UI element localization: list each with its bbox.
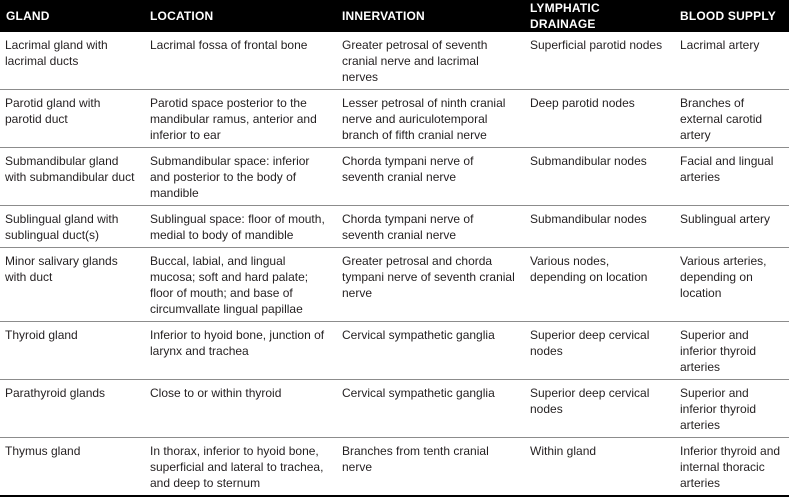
table-row (0, 206, 789, 248)
cell-blood-supply: Facial and lingual arteries (674, 148, 789, 206)
cell-blood-supply: Sublingual artery (674, 206, 789, 248)
table-row (0, 380, 789, 438)
header-blood-supply: BLOOD SUPPLY (680, 9, 776, 23)
table-row (0, 90, 789, 148)
cell-gland: Sublingual gland with sublingual duct(s) (0, 206, 144, 248)
table-body (0, 32, 789, 496)
cell-innervation: Lesser petrosal of ninth cranial nerve and auriculotemporal branch of fifth cranial nerve (336, 90, 524, 148)
cell-innervation: Cervical sympathetic ganglia (336, 322, 524, 380)
table-row (0, 148, 789, 206)
cell-innervation: Cervical sympathetic ganglia (336, 380, 524, 438)
table-row (0, 438, 789, 497)
header-innervation: INNERVATION (342, 9, 425, 23)
cell-lymphatic: Submandibular nodes (524, 148, 674, 206)
cell-location: Parotid space posterior to the mandibular ramus, anterior and inferior to ear (144, 90, 336, 148)
cell-location: In thorax, inferior to hyoid bone, superficial and lateral to trachea, and deep to sternum (144, 438, 336, 497)
cell-blood-supply: Lacrimal artery (674, 32, 789, 90)
header-lymphatic-drainage: LYMPHATIC DRAINAGE (530, 1, 600, 31)
cell-gland: Parathyroid glands (0, 380, 144, 438)
cell-location: Buccal, labial, and lingual mucosa; soft and hard palate; floor of mouth; and base of circumvallate lingual papillae (144, 248, 336, 322)
table-row (0, 32, 789, 90)
cell-gland: Thymus gland (0, 438, 144, 497)
cell-gland: Submandibular gland with submandibular duct (0, 148, 144, 206)
cell-location: Close to or within thyroid (144, 380, 336, 438)
cell-gland: Parotid gland with parotid duct (0, 90, 144, 148)
table-row (0, 322, 789, 380)
cell-gland: Lacrimal gland with lacrimal ducts (0, 32, 144, 90)
cell-innervation: Greater petrosal and chorda tympani nerve of seventh cranial nerve (336, 248, 524, 322)
cell-gland: Minor salivary glands with duct (0, 248, 144, 322)
table-header (0, 0, 789, 32)
cell-blood-supply: Inferior thyroid and internal thoracic arteries (674, 438, 789, 497)
header-location: LOCATION (150, 9, 214, 23)
cell-blood-supply: Superior and inferior thyroid arteries (674, 380, 789, 438)
cell-lymphatic: Deep parotid nodes (524, 90, 674, 148)
cell-location: Inferior to hyoid bone, junction of larynx and trachea (144, 322, 336, 380)
cell-lymphatic: Within gland (524, 438, 674, 497)
header-gland: GLAND (6, 9, 50, 23)
header-row (0, 0, 789, 32)
cell-blood-supply: Superior and inferior thyroid arteries (674, 322, 789, 380)
cell-lymphatic: Submandibular nodes (524, 206, 674, 248)
cell-lymphatic: Superior deep cervical nodes (524, 380, 674, 438)
table-row (0, 248, 789, 322)
cell-lymphatic: Superficial parotid nodes (524, 32, 674, 90)
cell-innervation: Greater petrosal of seventh cranial nerve and lacrimal nerves (336, 32, 524, 90)
cell-location: Sublingual space: floor of mouth, medial to body of mandible (144, 206, 336, 248)
cell-gland: Thyroid gland (0, 322, 144, 380)
cell-innervation: Chorda tympani nerve of seventh cranial nerve (336, 148, 524, 206)
cell-blood-supply: Various arteries, depending on location (674, 248, 789, 322)
cell-blood-supply: Branches of external carotid artery (674, 90, 789, 148)
cell-lymphatic: Various nodes, depending on location (524, 248, 674, 322)
cell-location: Lacrimal fossa of frontal bone (144, 32, 336, 90)
cell-lymphatic: Superior deep cervical nodes (524, 322, 674, 380)
cell-location: Submandibular space: inferior and posterior to the body of mandible (144, 148, 336, 206)
cell-innervation: Branches from tenth cranial nerve (336, 438, 524, 497)
cell-innervation: Chorda tympani nerve of seventh cranial nerve (336, 206, 524, 248)
